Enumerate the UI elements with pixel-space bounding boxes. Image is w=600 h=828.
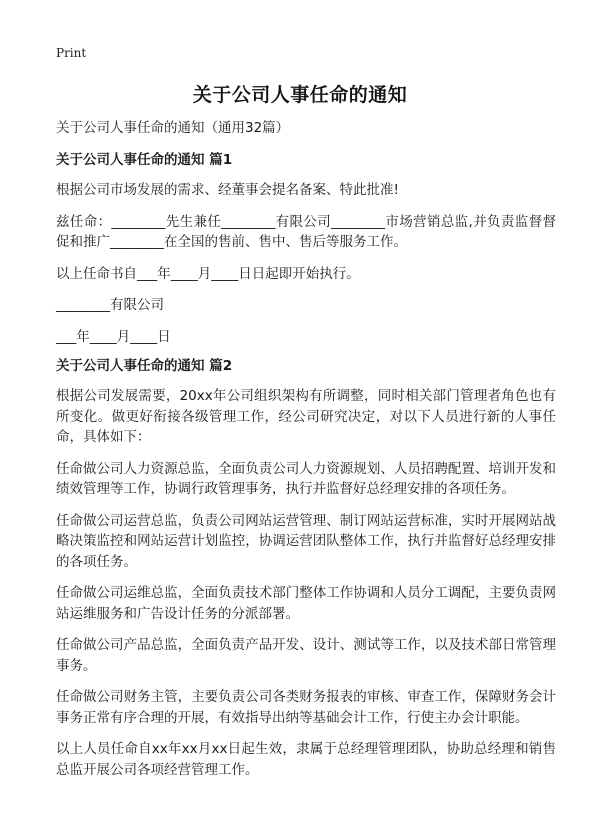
paragraph: 根据公司市场发展的需求、经董事会提名备案、特此批准! (56, 182, 399, 198)
paragraph: ___年____月____日 (56, 328, 171, 345)
paragraph: 根据公司发展需要，20xx年公司组织架构有所调整，同时相关部门管理者角色也有所变化。做更好衔接各级管理工作，经公司研究决定，对以下人员进行新的人事任命，具体如下： (56, 388, 556, 445)
paragraph: 任命做公司财务主管，主要负责公司各类财务报表的审核、审查工作，保障财务会计事务正常有序合理的开展，有效指导出纳等基础会计工作，行使主办会计职能。 (56, 689, 556, 726)
section-heading-2: 关于公司人事任命的通知 篇2 (56, 358, 233, 374)
paragraph: 任命做公司运维总监，全面负责技术部门整体工作协调和人员分工调配，主要负责网站运维服务和广告设计任务的分派部署。 (56, 585, 556, 622)
paragraph: 任命做公司人力资源总监，全面负责公司人力资源规划、人员招聘配置、培训开发和绩效管理等工作，协调行政管理事务，执行并监督好总经理安排的各项任务。 (56, 460, 556, 497)
paragraph: 以上人员任命自xx年xx月xx日起生效，隶属于总经理管理团队，协助总经理和销售总监开展公司各项经营管理工作。 (56, 741, 556, 778)
print-label: Print (56, 46, 87, 60)
paragraph: 以上任命书自___年____月____日日起即开始执行。 (56, 265, 360, 282)
paragraph: 任命做公司产品总监，全面负责产品开发、设计、测试等工作，以及技术部日常管理事务。 (56, 637, 556, 674)
paragraph: 任命做公司运营总监，负责公司网站运营管理、制订网站运营标准，实时开展网站战略决策监控和网站运营计划监控，协调运营团队整体工作，执行并监督好总经理安排的各项任务。 (56, 512, 556, 570)
document-title: 关于公司人事任命的通知 (192, 84, 408, 106)
paragraph: ________有限公司 (56, 297, 164, 313)
document-body (56, 118, 556, 791)
section-heading-1: 关于公司人事任命的通知 篇1 (56, 152, 233, 168)
paragraph: 兹任命：________先生兼任________有限公司________市场营销总监,并负责监督督促和推广________在全国的售前、售中、售后等服务工作。 (56, 213, 556, 250)
document-subtitle: 关于公司人事任命的通知（通用32篇） (56, 120, 290, 136)
